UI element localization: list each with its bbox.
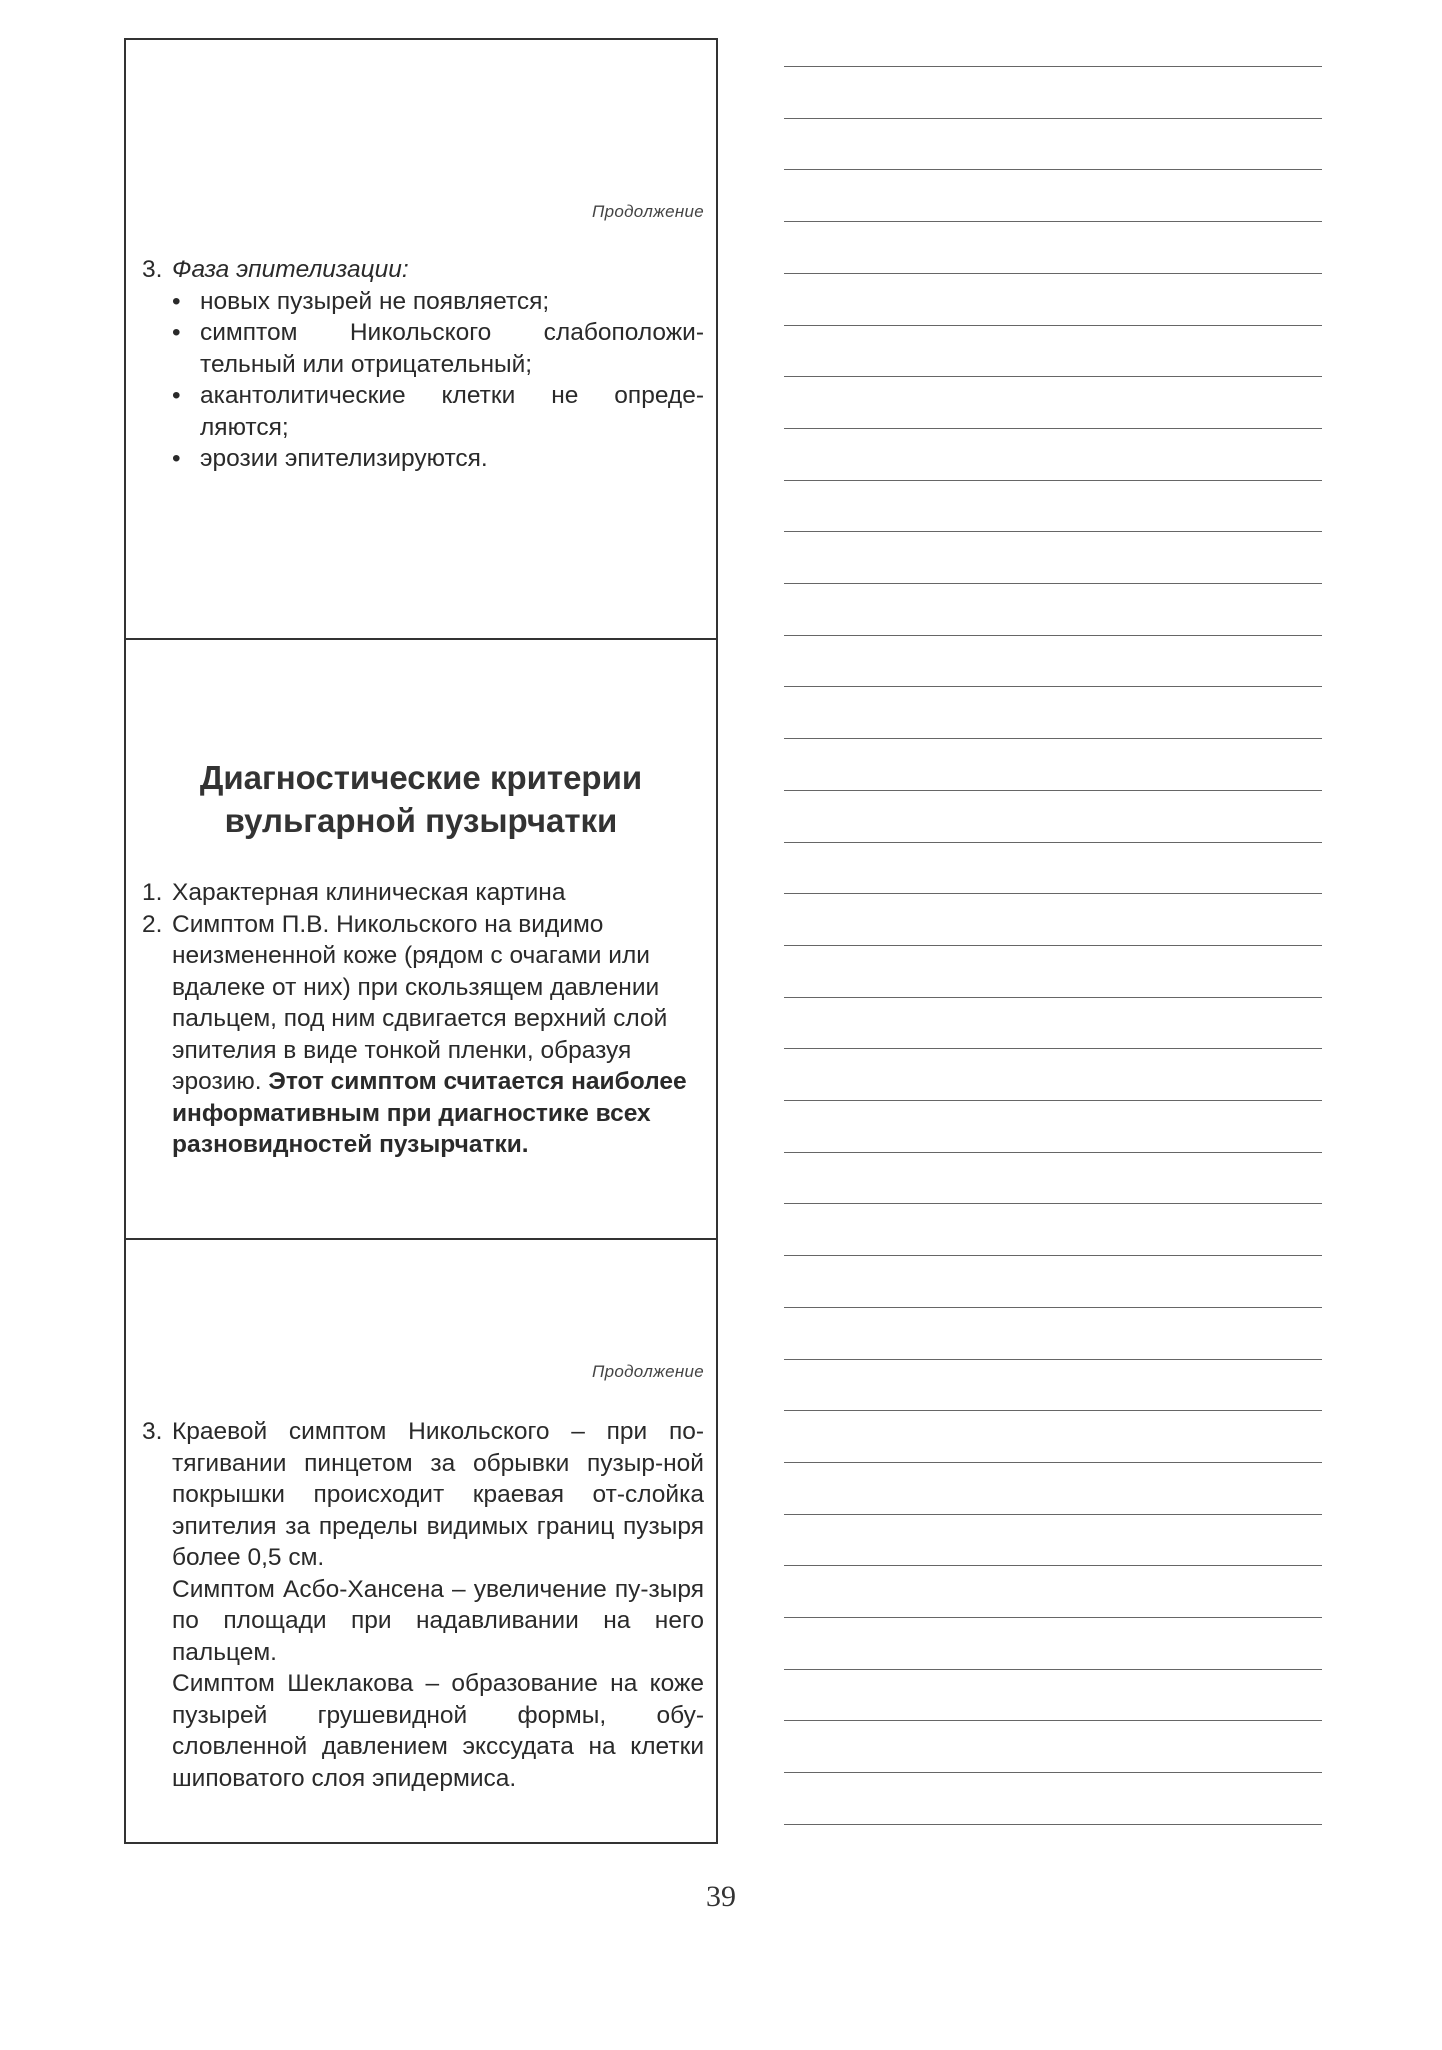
numbered-item [142, 1416, 704, 1794]
paragraph: Симптом Шеклакова – образование на коже пузырей грушевидной формы, обу-словленной давлением экссудата на клетки шиповатого слоя эпидермиса. [172, 1670, 704, 1792]
ruled-line [784, 66, 1322, 67]
item-number: 2. [142, 910, 163, 938]
ruled-line [784, 1100, 1322, 1101]
bullet-list [142, 286, 704, 475]
ruled-line [784, 635, 1322, 636]
panel-nikolsky-symptoms [126, 1240, 716, 1842]
panel-diagnostic-criteria [126, 640, 716, 1240]
ruled-line [784, 118, 1322, 119]
ruled-line [784, 1720, 1322, 1721]
ruled-line [784, 428, 1322, 429]
title-line: вульгарной пузырчатки [224, 802, 618, 839]
heading-text: Фаза эпителизации: [172, 256, 409, 283]
phase-heading [142, 254, 704, 286]
ruled-line [784, 1772, 1322, 1773]
item-text: Характерная клиническая картина [172, 879, 566, 906]
numbered-item [142, 909, 704, 1161]
ruled-line [784, 1203, 1322, 1204]
title-line: Диагностические критерии [199, 759, 643, 796]
continuation-label: Продолжение [591, 202, 704, 221]
ruled-line [784, 376, 1322, 377]
ruled-line [784, 842, 1322, 843]
ruled-line [784, 893, 1322, 894]
ruled-line [784, 1359, 1322, 1360]
item-number: 3. [142, 1418, 163, 1445]
panel-body [142, 254, 704, 475]
ruled-line [784, 480, 1322, 481]
paragraph: Симптом Асбо-Хансена – увеличение пу-зыря по площади при надавливании на него пальцем. [172, 1575, 704, 1666]
panel-body [142, 877, 704, 1161]
bullet-item: • акантолитические клетки не опреде-ляются; [172, 380, 704, 443]
panel-body [142, 1416, 704, 1794]
ruled-line [784, 1410, 1322, 1411]
ruled-line [784, 1669, 1322, 1670]
bullet-item: • новых пузырей не появляется; [172, 286, 704, 318]
section-title [126, 756, 716, 842]
ruled-line [784, 997, 1322, 998]
notes-ruled-lines [784, 0, 1322, 1860]
ruled-line [784, 1565, 1322, 1566]
bullet-item: • симптом Никольского слабоположи-тельный или отрицательный; [172, 317, 704, 380]
panel-epithelization-phase [126, 40, 716, 640]
ruled-line [784, 1255, 1322, 1256]
slides-frame [124, 38, 718, 1844]
ruled-line [784, 738, 1322, 739]
item-text: Симптом П.В. Никольского на видимо неизмененной коже (рядом с очагами или вдалеке от них) при скользящем давлении пальцем, под ним сдвигается верхний слой эпителия в виде тонкой пленки, образуя эрозию. [172, 910, 668, 1095]
ruled-line [784, 1462, 1322, 1463]
item-bold-text: Этот симптом считается наиболее информативным при диагностике всех разновидностей пузырчатки. [172, 1068, 687, 1158]
bullet-item: • эрозии эпителизируются. [172, 443, 704, 475]
paragraph: Краевой симптом Никольского – при по-тягивании пинцетом за обрывки пузыр-ной покрышки происходит краевая от-слойка эпителия за пределы видимых границ пузыря более 0,5 см. [172, 1418, 704, 1571]
ruled-line [784, 531, 1322, 532]
ruled-line [784, 1152, 1322, 1153]
ruled-line [784, 1824, 1322, 1825]
heading-number: 3. [142, 256, 163, 283]
ruled-line [784, 273, 1322, 274]
item-text-wrapper [172, 909, 704, 1161]
ruled-line [784, 221, 1322, 222]
ruled-line [784, 583, 1322, 584]
ruled-line [784, 325, 1322, 326]
ruled-line [784, 686, 1322, 687]
continuation-label: Продолжение [591, 1362, 704, 1381]
ruled-line [784, 1048, 1322, 1049]
ruled-line [784, 790, 1322, 791]
ruled-line [784, 945, 1322, 946]
ruled-line [784, 169, 1322, 170]
numbered-item [142, 877, 704, 909]
page-number: 39 [706, 1880, 736, 1913]
ruled-line [784, 1617, 1322, 1618]
ruled-line [784, 1514, 1322, 1515]
ruled-line [784, 1307, 1322, 1308]
item-number: 1. [142, 879, 163, 906]
item-text-wrapper [172, 1416, 704, 1794]
